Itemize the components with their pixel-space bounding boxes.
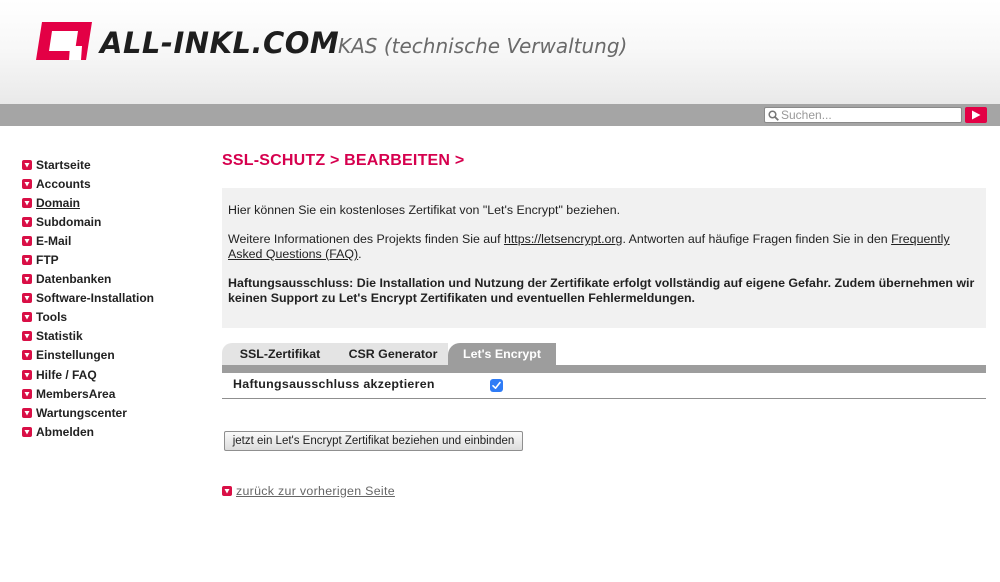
arrow-bullet-icon bbox=[22, 179, 32, 189]
arrow-bullet-icon bbox=[22, 331, 32, 341]
sidebar-item-label: Hilfe / FAQ bbox=[36, 367, 97, 382]
arrow-bullet-icon bbox=[22, 236, 32, 246]
sidebar-item-accounts[interactable] bbox=[22, 174, 154, 193]
tab-lets-encrypt[interactable]: Let's Encrypt bbox=[448, 343, 556, 365]
sidebar-item-abmelden[interactable] bbox=[22, 422, 154, 441]
sidebar-item-label: Startseite bbox=[36, 157, 91, 172]
sidebar-item-statistik[interactable] bbox=[22, 327, 154, 346]
sidebar-item-software-installation[interactable] bbox=[22, 289, 154, 308]
back-link-label: zurück zur vorherigen Seite bbox=[236, 484, 395, 498]
search-box[interactable] bbox=[764, 107, 962, 123]
search-icon bbox=[768, 110, 779, 121]
sidebar-item-label: Subdomain bbox=[36, 214, 102, 229]
more-info-prefix: Weitere Informationen des Projekts finden Sie auf bbox=[228, 232, 504, 246]
arrow-bullet-icon bbox=[22, 370, 32, 380]
sidebar-item-ftp[interactable] bbox=[22, 250, 154, 269]
sidebar-item-wartungscenter[interactable] bbox=[22, 403, 154, 422]
page-title: SSL-SCHUTZ > BEARBEITEN > bbox=[222, 152, 465, 169]
sidebar-item-datenbanken[interactable] bbox=[22, 270, 154, 289]
sidebar-item-startseite[interactable] bbox=[22, 155, 154, 174]
header bbox=[0, 0, 1000, 104]
sidebar-item-einstellungen[interactable] bbox=[22, 346, 154, 365]
search-button[interactable] bbox=[965, 107, 987, 123]
sidebar-item-domain[interactable] bbox=[22, 193, 154, 212]
arrow-bullet-icon bbox=[22, 198, 32, 208]
sidebar-item-label: FTP bbox=[36, 253, 59, 268]
top-bar bbox=[0, 104, 1000, 126]
logo-text: ALL-INKL.COM bbox=[100, 26, 340, 60]
intro-text: Hier können Sie ein kostenloses Zertifikat von "Let's Encrypt" beziehen. bbox=[228, 203, 621, 217]
sidebar-item-label: Accounts bbox=[36, 176, 91, 191]
sidebar-item-label: Tools bbox=[36, 310, 68, 325]
tab-underbar bbox=[222, 365, 986, 373]
sidebar-item-label: Statistik bbox=[36, 329, 83, 344]
search-input[interactable] bbox=[781, 108, 957, 122]
sidebar-item-label: Einstellungen bbox=[36, 348, 115, 363]
more-info-middle: . Antworten auf häufige Fragen finden Sie in den bbox=[622, 232, 892, 246]
sidebar-item-tools[interactable] bbox=[22, 308, 154, 327]
arrow-bullet-icon bbox=[22, 217, 32, 227]
tab-ssl-zertifikat[interactable]: SSL-Zertifikat bbox=[222, 343, 338, 365]
letsencrypt-link[interactable]: https://letsencrypt.org bbox=[503, 232, 623, 246]
tab-csr-generator[interactable]: CSR Generator bbox=[338, 343, 448, 365]
disclaimer-text: Haftungsausschluss: Die Installation und Nutzung der Zertifikate erfolgt vollständig auf eigene Gefahr. Zudem übernehmen wir keinen Support zu Let's Encrypt Zertifikaten und eventuellen Fehlermeldungen. bbox=[228, 276, 975, 305]
header-subtitle: KAS (technische Verwaltung) bbox=[338, 34, 628, 58]
arrow-bullet-icon bbox=[22, 408, 32, 418]
sidebar-item-label: Wartungscenter bbox=[36, 405, 127, 420]
arrow-bullet-icon bbox=[22, 389, 32, 399]
sidebar-item-label: Abmelden bbox=[36, 424, 95, 439]
logo-icon bbox=[34, 18, 94, 64]
back-link[interactable] bbox=[222, 484, 395, 498]
faq-link[interactable]: Frequently Asked Questions (FAQ) bbox=[228, 232, 950, 261]
tab-bar bbox=[222, 343, 986, 373]
info-box bbox=[222, 188, 986, 328]
more-info-text bbox=[228, 232, 980, 262]
sidebar-nav bbox=[22, 155, 154, 441]
arrow-bullet-icon bbox=[22, 350, 32, 360]
sidebar-item-label: Domain bbox=[36, 195, 81, 210]
sidebar-item-email[interactable] bbox=[22, 231, 154, 250]
get-certificate-button[interactable]: jetzt ein Let's Encrypt Zertifikat beziehen und einbinden bbox=[224, 431, 523, 451]
accept-row bbox=[222, 373, 986, 399]
arrow-bullet-icon bbox=[22, 255, 32, 265]
sidebar-item-subdomain[interactable] bbox=[22, 212, 154, 231]
checkmark-icon bbox=[492, 381, 501, 390]
sidebar-item-label: MembersArea bbox=[36, 386, 116, 401]
arrow-bullet-icon bbox=[222, 486, 232, 496]
sidebar-item-label: E-Mail bbox=[36, 233, 72, 248]
accept-checkbox[interactable] bbox=[490, 379, 503, 392]
arrow-bullet-icon bbox=[22, 160, 32, 170]
accept-label: Haftungsausschluss akzeptieren bbox=[233, 377, 435, 391]
arrow-bullet-icon bbox=[22, 312, 32, 322]
play-arrow-icon bbox=[971, 110, 981, 120]
sidebar-item-hilfe-faq[interactable] bbox=[22, 365, 154, 384]
sidebar-item-label: Software-Installation bbox=[36, 291, 155, 306]
more-info-suffix: . bbox=[358, 247, 362, 261]
arrow-bullet-icon bbox=[22, 293, 32, 303]
arrow-bullet-icon bbox=[22, 274, 32, 284]
sidebar-item-membersarea[interactable] bbox=[22, 384, 154, 403]
sidebar-item-label: Datenbanken bbox=[36, 272, 112, 287]
arrow-bullet-icon bbox=[22, 427, 32, 437]
